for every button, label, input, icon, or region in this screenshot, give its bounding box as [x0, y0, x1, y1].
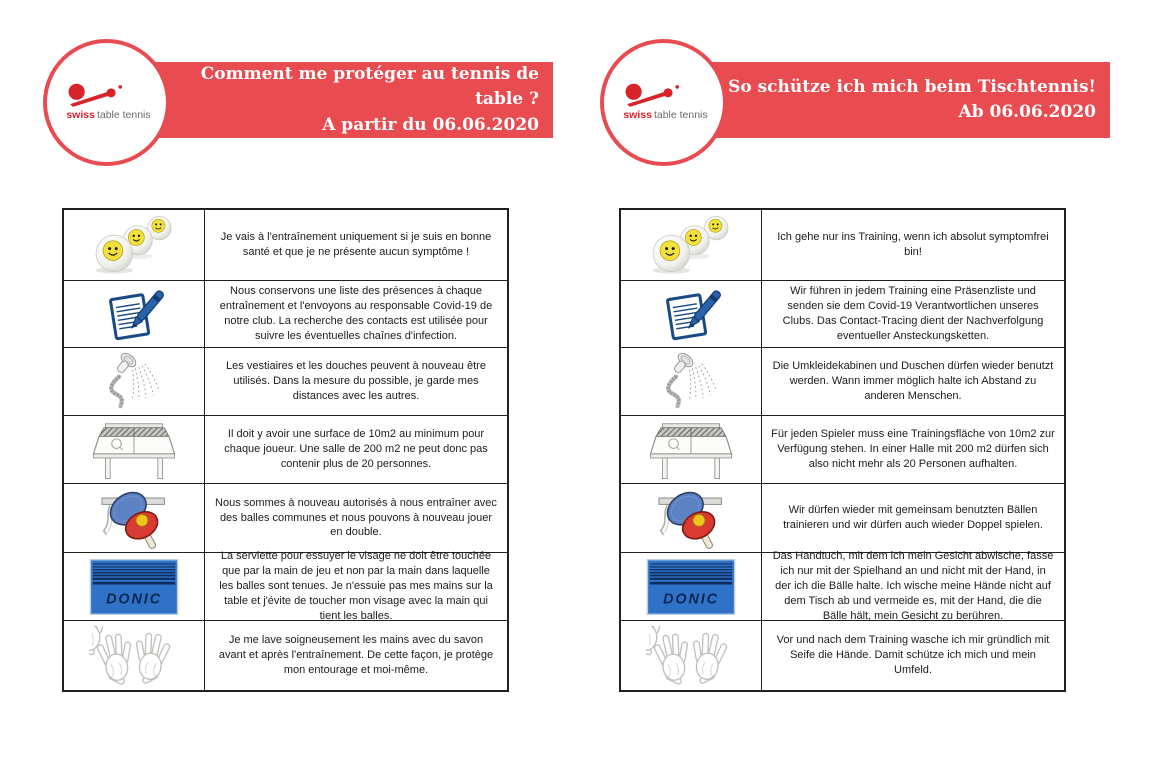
poster-title: So schütze ich mich beim Tischtennis!	[728, 76, 1096, 97]
hands-icon	[88, 626, 180, 686]
logo-wordmark	[623, 110, 707, 122]
rule-text: Wir führen in jedem Training eine Präsenzliste und senden sie dem Covid-19 Verantwortlichen unseres Clubs. Das Contact-Tracing dient der Nachverfolgung eventueller Ansteckungsketten.	[782, 285, 1044, 342]
rule-text: Wir dürfen wieder mit gemeinsam benutzten Bällen trainieren und wir dürfen auch wieder Doppel spielen.	[783, 504, 1043, 531]
shower-icon	[106, 351, 162, 413]
logo-block	[66, 83, 150, 122]
icon-cell	[64, 348, 205, 415]
logo-brand: swiss	[66, 109, 95, 122]
table-row	[64, 552, 507, 620]
rule-text: Je vais à l'entraînement uniquement si je suis en bonne santé et que je ne présente aucun symptôme !	[220, 231, 492, 258]
table-row	[64, 415, 507, 483]
towel-icon	[646, 558, 736, 616]
swiss-table-tennis-logo	[600, 39, 727, 166]
shower-icon	[663, 351, 719, 413]
icon-cell	[621, 281, 762, 347]
logo-wordmark	[66, 110, 150, 122]
table-row	[64, 620, 507, 690]
rule-text: Die Umkleidekabinen und Duschen dürfen wieder benutzt werden. Wann immer möglich halte ich Abstand zu anderen Menschen.	[772, 360, 1054, 402]
attendance-list-icon	[103, 283, 165, 345]
rule-text: Für jeden Spieler muss eine Trainingsfläche von 10m2 zur Verfügung stehen. In einer Halle mit 200 m2 dürfen sich also nicht mehr als 20 Personen aufhalten.	[771, 428, 1055, 470]
logo-brand: swiss	[623, 109, 652, 122]
table-row	[621, 347, 1064, 415]
smiley-balls-icon	[86, 215, 182, 275]
table-row	[621, 483, 1064, 552]
table-row	[64, 483, 507, 552]
table-row	[621, 280, 1064, 347]
rule-text: Vor und nach dem Training wasche ich mir gründlich mit Seife die Hände. Damit schütze ich mich und mein Umfeld.	[776, 634, 1050, 676]
rule-text: Nous conservons une liste des présences à chaque entraînement et l'envoyons au responsable Covid-19 de notre club. La recherche des contacts est utilisée pour suivre les éventuelles chaînes d'infection.	[219, 285, 493, 342]
icon-cell	[64, 621, 205, 690]
towel-icon	[89, 558, 179, 616]
icon-cell	[621, 348, 762, 415]
rule-text: Il doit y avoir une surface de 10m2 au minimum pour chaque joueur. Une salle de 200 m2 ne peut donc pas contenir plus de 20 personnes.	[224, 428, 488, 470]
icon-cell	[64, 210, 205, 280]
poster-german	[557, 0, 1135, 760]
logo-brand-suffix: table tennis	[653, 109, 708, 122]
poster-title: Comment me protéger au tennis de table ?	[200, 63, 539, 110]
table-row	[64, 280, 507, 347]
swiss-table-tennis-logo	[43, 39, 170, 166]
table-row	[621, 415, 1064, 483]
poster-date: A partir du 06.06.2020	[322, 114, 539, 135]
rule-text: Les vestiaires et les douches peuvent à nouveau être utilisés. Dans la mesure du possible, je garde mes distances avec les autres.	[226, 360, 486, 402]
table-row	[621, 552, 1064, 620]
rule-text: Je me lave soigneusement les mains avec du savon avant et après l'entraînement. De cette façon, je protège mon entourage et moi-même.	[218, 634, 494, 676]
header-banner	[150, 62, 553, 138]
rules-table-french	[62, 208, 509, 692]
hands-icon	[645, 626, 737, 686]
table-row	[64, 347, 507, 415]
attendance-list-icon	[660, 283, 722, 345]
table-row	[621, 620, 1064, 690]
table-tennis-logo-icon	[625, 83, 681, 107]
icon-cell	[64, 484, 205, 552]
icon-cell	[621, 553, 762, 620]
logo-block	[623, 83, 707, 122]
rules-table-german	[619, 208, 1066, 692]
icon-cell	[64, 553, 205, 620]
table-tennis-logo-icon	[68, 83, 124, 107]
smiley-balls-icon	[643, 215, 739, 275]
icon-cell	[621, 484, 762, 552]
icon-cell	[64, 416, 205, 483]
table-row	[621, 210, 1064, 280]
poster-date: Ab 06.06.2020	[958, 102, 1096, 122]
table-icon	[92, 419, 176, 481]
rackets-icon	[96, 486, 172, 550]
rackets-icon	[653, 486, 729, 550]
icon-cell	[621, 416, 762, 483]
rule-text: Das Handtuch, mit dem ich mein Gesicht abwische, fasse ich nur mit der Spielhand an und nicht mit der Hand, in der ich die Bälle halte. Ich wische meine Hände nicht auf dem Tisch ab und vermeide es, mit der Hand, die die Bälle hält, mein Gesicht zu berühren.	[772, 550, 1054, 622]
table-row	[64, 210, 507, 280]
icon-cell	[64, 281, 205, 347]
icon-cell	[621, 210, 762, 280]
rule-text: Nous sommes à nouveau autorisés à nous entraîner avec des balles communes et nous pouvons à nouveau jouer en double.	[215, 496, 497, 539]
rule-text: La serviette pour essuyer le visage ne doit être touchée que par la main de jeu et non par la main dans laquelle les balles sont tenues. Je n'essuie pas mes mains sur la table et j'évite de toucher mon visage avec la main qui tient les balles.	[219, 550, 493, 622]
rule-text: Ich gehe nur ins Training, wenn ich absolut symptomfrei bin!	[777, 231, 1049, 258]
logo-brand-suffix: table tennis	[96, 109, 151, 122]
header-banner	[707, 62, 1110, 138]
table-icon	[649, 419, 733, 481]
icon-cell	[621, 621, 762, 690]
